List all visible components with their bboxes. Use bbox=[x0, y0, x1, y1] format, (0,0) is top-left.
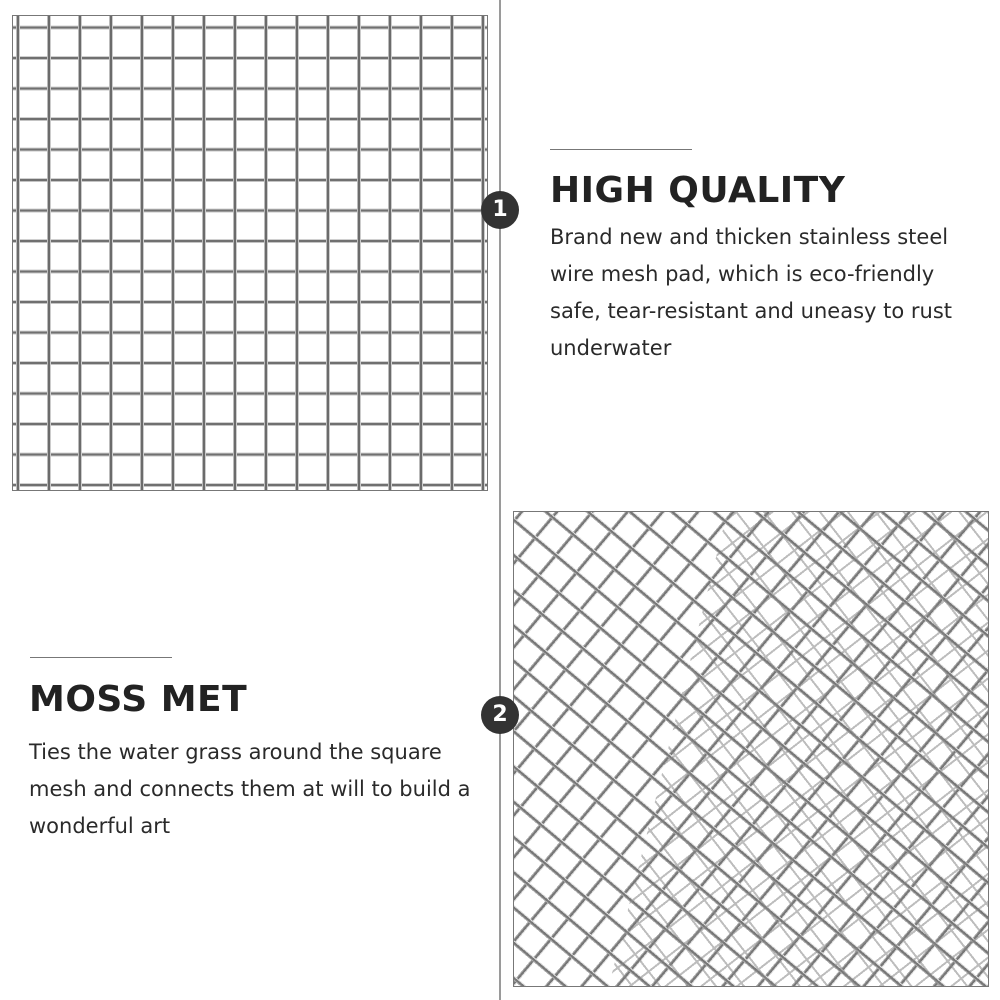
section-rule bbox=[30, 657, 172, 658]
section-title-high-quality: HIGH QUALITY bbox=[550, 170, 846, 211]
square-wire-mesh-photo bbox=[12, 15, 488, 491]
section-description-moss-met: Ties the water grass around the square mesh and connects them at will to build a wonderful art bbox=[29, 740, 471, 838]
center-divider-line bbox=[499, 0, 501, 1000]
step-badge-1: 1 bbox=[481, 191, 519, 229]
layered-wire-mesh-photo bbox=[513, 511, 989, 987]
section-rule bbox=[550, 149, 692, 150]
section-description-high-quality: Brand new and thicken stainless steel wire mesh pad, which is eco-friendly safe, tear-resistant and uneasy to rust underwater bbox=[550, 225, 953, 360]
step-badge-2: 2 bbox=[481, 696, 519, 734]
section-title-moss-met: MOSS MET bbox=[29, 679, 248, 720]
mesh-pattern bbox=[13, 16, 487, 490]
